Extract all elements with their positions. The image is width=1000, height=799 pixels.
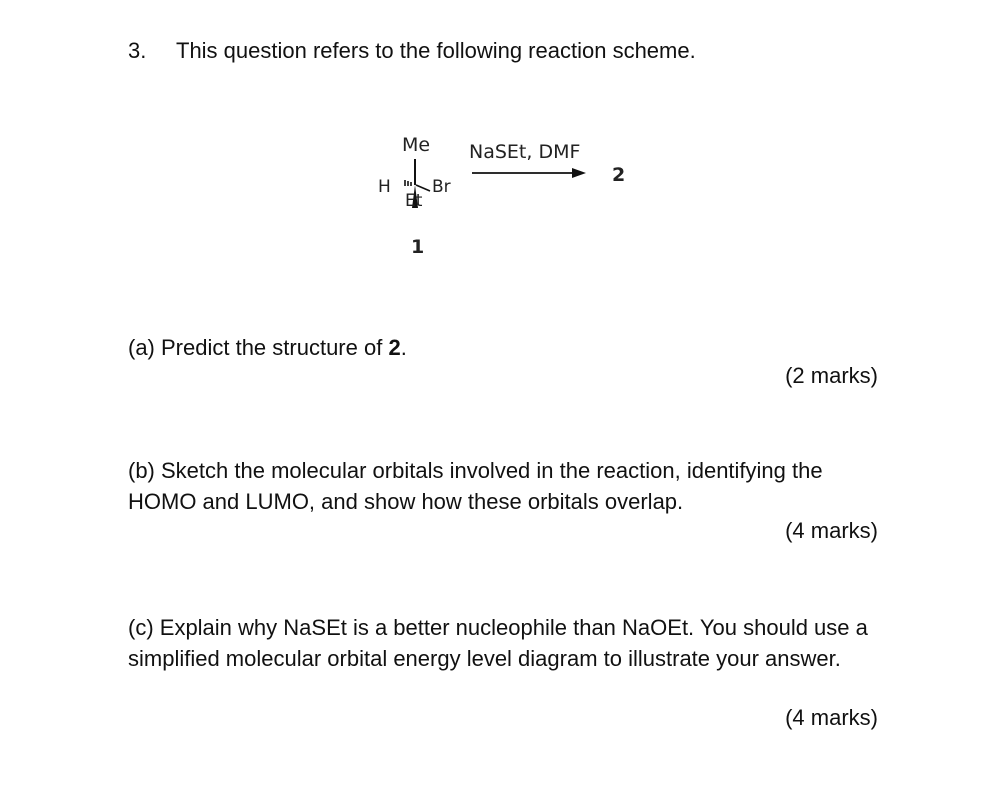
question-number: 3. [128,38,147,63]
part-c-text: (c) Explain why NaSEt is a better nucleophile than NaOEt. You should use a simplified molecular orbital energy level diagram to illustrate your answer. [128,615,868,671]
part-a-marks: (2 marks) [785,363,878,388]
question-intro: This question refers to the following reaction scheme. [176,38,696,63]
reaction-arrow-head [572,168,586,178]
part-c-marks: (4 marks) [785,705,878,730]
substituent-h: H [378,177,391,197]
part-a-text [128,332,888,363]
reactant-label: 1 [411,236,425,258]
product-label: 2 [612,164,626,186]
part-b-marks: (4 marks) [785,518,878,543]
part-b-text: (b) Sketch the molecular orbitals involved in the reaction, identifying the HOMO and LUMO, and show how these orbitals overlap. [128,458,823,514]
substituent-me: Me [402,134,431,156]
part-a-bold: 2 [388,335,401,360]
part-a-prefix: (a) Predict the structure of [128,335,389,360]
part-a-suffix: . [400,335,407,360]
substituent-et: Et [405,191,423,211]
substituent-br: Br [432,177,451,197]
reagents-label: NaSEt, DMF [469,141,581,163]
